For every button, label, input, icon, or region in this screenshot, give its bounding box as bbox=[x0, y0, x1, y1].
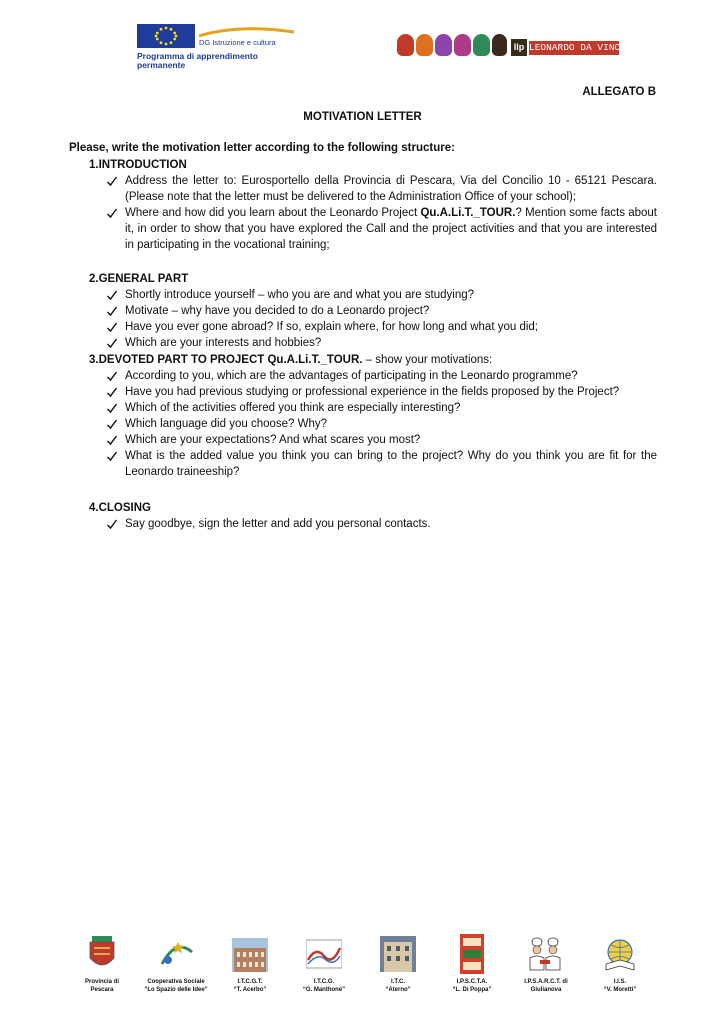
page-title: MOTIVATION LETTER bbox=[303, 111, 422, 123]
list-item: Where and how did you learn about the Leonardo Project Qu.A.Li.T._TOUR.? Mention some facts about it, in order to show that you have explored the Call and the project activities and that you are interested in participating in the vocational training; bbox=[69, 205, 657, 253]
manthone-logo-icon bbox=[306, 934, 342, 974]
list-item: Which language did you choose? Why? bbox=[69, 416, 657, 432]
leonardo-da-vinci-logo bbox=[397, 34, 626, 62]
list-item: Have you had previous studying or professional experience in the fields proposed by the Project? bbox=[69, 384, 657, 400]
section-heading: 4.CLOSING bbox=[89, 502, 151, 514]
section-introduction bbox=[69, 157, 657, 253]
section-devoted-part bbox=[69, 352, 657, 480]
list-item: Address the letter to: Eurosportello della Provincia di Pescara, Via del Concilio 10 - 65121 Pescara. (Please note that the letter must be delivered to the Administration Office of your school); bbox=[69, 173, 657, 205]
project-name: Qu.A.Li.T._TOUR. bbox=[420, 207, 516, 219]
school-building-photo-icon bbox=[232, 934, 268, 974]
list-item: Have you ever gone abroad? If so, explain where, for how long and what you did; bbox=[69, 319, 657, 335]
eu-dg-label: DG Istruzione e cultura bbox=[199, 38, 276, 47]
list-item: According to you, which are the advantages of participating in the Leonardo programme? bbox=[69, 368, 657, 384]
eu-programme-label: Programma di apprendimento permanente bbox=[137, 51, 258, 70]
eu-flag-icon bbox=[137, 24, 195, 48]
ldv-mark-icon bbox=[473, 34, 490, 56]
checkmark-icon bbox=[106, 384, 118, 400]
allegato-label: ALLEGATO B bbox=[582, 86, 656, 98]
list-item: What is the added value you think you can bring to the project? Why do you think you are fit for the Leonardo traineeship? bbox=[69, 448, 657, 480]
checkmark-icon bbox=[106, 173, 118, 189]
checkmark-icon bbox=[106, 319, 118, 335]
list-item: Say goodbye, sign the letter and add you personal contacts. bbox=[69, 516, 657, 532]
checkmark-icon bbox=[106, 335, 118, 351]
checkmark-icon bbox=[106, 416, 118, 432]
list-item: Which are your interests and hobbies? bbox=[69, 335, 657, 351]
swoosh-icon bbox=[199, 26, 294, 38]
ldv-mark-icon bbox=[435, 34, 452, 56]
checkmark-icon bbox=[106, 368, 118, 384]
moretti-logo-icon bbox=[602, 934, 638, 974]
chefs-logo-icon bbox=[528, 934, 564, 974]
checkmark-icon bbox=[106, 205, 118, 221]
ldv-mark-icon bbox=[416, 34, 433, 56]
list-item: Shortly introduce yourself – who you are and what you are studying? bbox=[69, 287, 657, 303]
section-general-part bbox=[69, 271, 657, 351]
coat-of-arms-icon bbox=[84, 934, 120, 974]
spazio-idee-logo-icon bbox=[158, 934, 194, 974]
section-heading-note: – show your motivations: bbox=[362, 354, 493, 366]
section-closing bbox=[69, 500, 657, 532]
ldv-mark-icon bbox=[397, 34, 414, 56]
school-building-photo-icon bbox=[380, 934, 416, 974]
checkmark-icon bbox=[106, 432, 118, 448]
partner-provincia-pescara: Provincia di Pescara bbox=[70, 934, 134, 1004]
checkmark-icon bbox=[106, 400, 118, 416]
checkmark-icon bbox=[106, 516, 118, 532]
partner-moretti: I.I.S. “V. Moretti” bbox=[588, 934, 652, 1004]
dipoppa-logo-icon bbox=[454, 934, 490, 974]
partner-giulianova: I.P.S.A.R.C.T. di Giulianova bbox=[514, 934, 578, 1004]
list-item: Motivate – why have you decided to do a Leonardo project? bbox=[69, 303, 657, 319]
section-heading: 2.GENERAL PART bbox=[89, 273, 189, 285]
partner-spazio-idee: Cooperativa Sociale “Lo Spazio delle Idee” bbox=[144, 934, 208, 1004]
ldv-mark-icon bbox=[454, 34, 471, 56]
checkmark-icon bbox=[106, 287, 118, 303]
partner-aterno: I.T.C. “Aterno” bbox=[366, 934, 430, 1004]
checkmark-icon bbox=[106, 303, 118, 319]
section-heading: 3.DEVOTED PART TO PROJECT Qu.A.Li.T._TOUR. bbox=[89, 354, 363, 366]
checkmark-icon bbox=[106, 448, 118, 464]
list-item: Which of the activities offered you think are especially interesting? bbox=[69, 400, 657, 416]
ldv-mark-icon bbox=[492, 34, 507, 56]
section-heading: 1.INTRODUCTION bbox=[89, 159, 187, 171]
list-item: Which are your expectations? And what scares you most? bbox=[69, 432, 657, 448]
ldv-banner: LEONARDO DA VINCI bbox=[529, 42, 626, 53]
partner-acerbo: I.T.C.G.T. “T. Acerbo” bbox=[218, 934, 282, 1004]
partner-di-poppa: I.P.S.C.T.A. “L. Di Poppa” bbox=[440, 934, 504, 1004]
intro-text: Please, write the motivation letter according to the following structure: bbox=[69, 142, 455, 154]
partner-manthone: I.T.C.G. “G. Manthoné” bbox=[292, 934, 356, 1004]
llp-mark: llp bbox=[511, 39, 527, 56]
partners-footer bbox=[70, 934, 660, 1004]
eu-lifelong-learning-logo bbox=[137, 24, 297, 72]
